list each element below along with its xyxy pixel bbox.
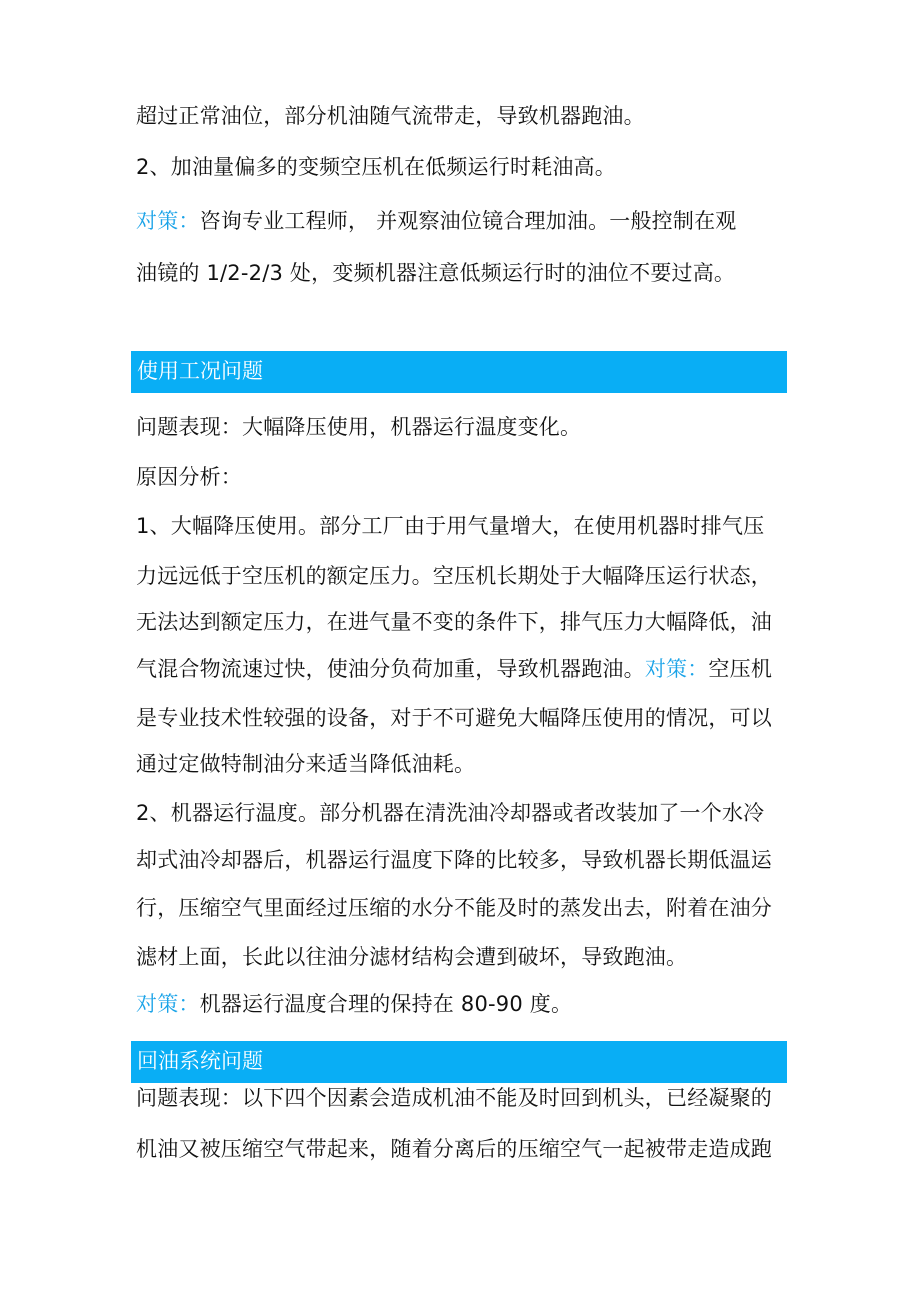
countermeasure-label: 对策： bbox=[136, 992, 200, 1016]
section-heading: 使用工况问题 bbox=[137, 359, 263, 383]
paragraph-text: 空压机 bbox=[708, 657, 773, 681]
text-line: 油镜的 1/2-2/3 处，变频机器注意低频运行时的油位不要过高。 bbox=[136, 261, 736, 285]
section-heading-banner bbox=[131, 351, 787, 393]
text-line: 问题表现：大幅降压使用，机器运行温度变化。 bbox=[136, 415, 582, 439]
text-line: 却式油冷却器后，机器运行温度下降的比较多，导致机器长期低温运 bbox=[136, 848, 772, 872]
text-line: 2、加油量偏多的变频空压机在低频运行时耗油高。 bbox=[136, 155, 616, 179]
text-line: 机油又被压缩空气带起来，随着分离后的压缩空气一起被带走造成跑 bbox=[136, 1137, 772, 1161]
paragraph-text: 气混合物流速过快，使油分负荷加重，导致机器跑油。 bbox=[136, 657, 645, 681]
text-line: 原因分析： bbox=[136, 465, 242, 489]
text-line: 力远远低于空压机的额定压力。空压机长期处于大幅降压运行状态， bbox=[136, 564, 772, 588]
countermeasure-text: 机器运行温度合理的保持在 80-90 度。 bbox=[199, 992, 573, 1016]
text-line: 无法达到额定压力，在进气量不变的条件下，排气压力大幅降低，油 bbox=[136, 610, 772, 634]
countermeasure-label: 对策： bbox=[644, 657, 709, 681]
text-line: 1、大幅降压使用。部分工厂由于用气量增大，在使用机器时排气压 bbox=[136, 514, 765, 538]
text-line: 通过定做特制油分来适当降低油耗。 bbox=[136, 752, 476, 776]
text-line bbox=[136, 654, 772, 684]
countermeasure-text: 咨询专业工程师， 并观察油位镜合理加油。一般控制在观 bbox=[199, 209, 737, 233]
text-line: 滤材上面，长此以往油分滤材结构会遭到破坏，导致跑油。 bbox=[136, 945, 688, 969]
text-line: 超过正常油位，部分机油随气流带走，导致机器跑油。 bbox=[136, 104, 645, 128]
section-heading-banner bbox=[131, 1041, 787, 1083]
text-line: 是专业技术性较强的设备，对于不可避免大幅降压使用的情况，可以 bbox=[136, 706, 772, 730]
text-line bbox=[136, 206, 736, 236]
text-line: 2、机器运行温度。部分机器在清洗油冷却器或者改装加了一个水冷 bbox=[136, 801, 765, 825]
text-line bbox=[136, 989, 572, 1019]
countermeasure-label: 对策： bbox=[136, 209, 200, 233]
text-line: 行，压缩空气里面经过压缩的水分不能及时的蒸发出去，附着在油分 bbox=[136, 896, 772, 920]
section-heading: 回油系统问题 bbox=[137, 1049, 263, 1073]
text-line: 问题表现：以下四个因素会造成机油不能及时回到机头，已经凝聚的 bbox=[136, 1086, 772, 1110]
